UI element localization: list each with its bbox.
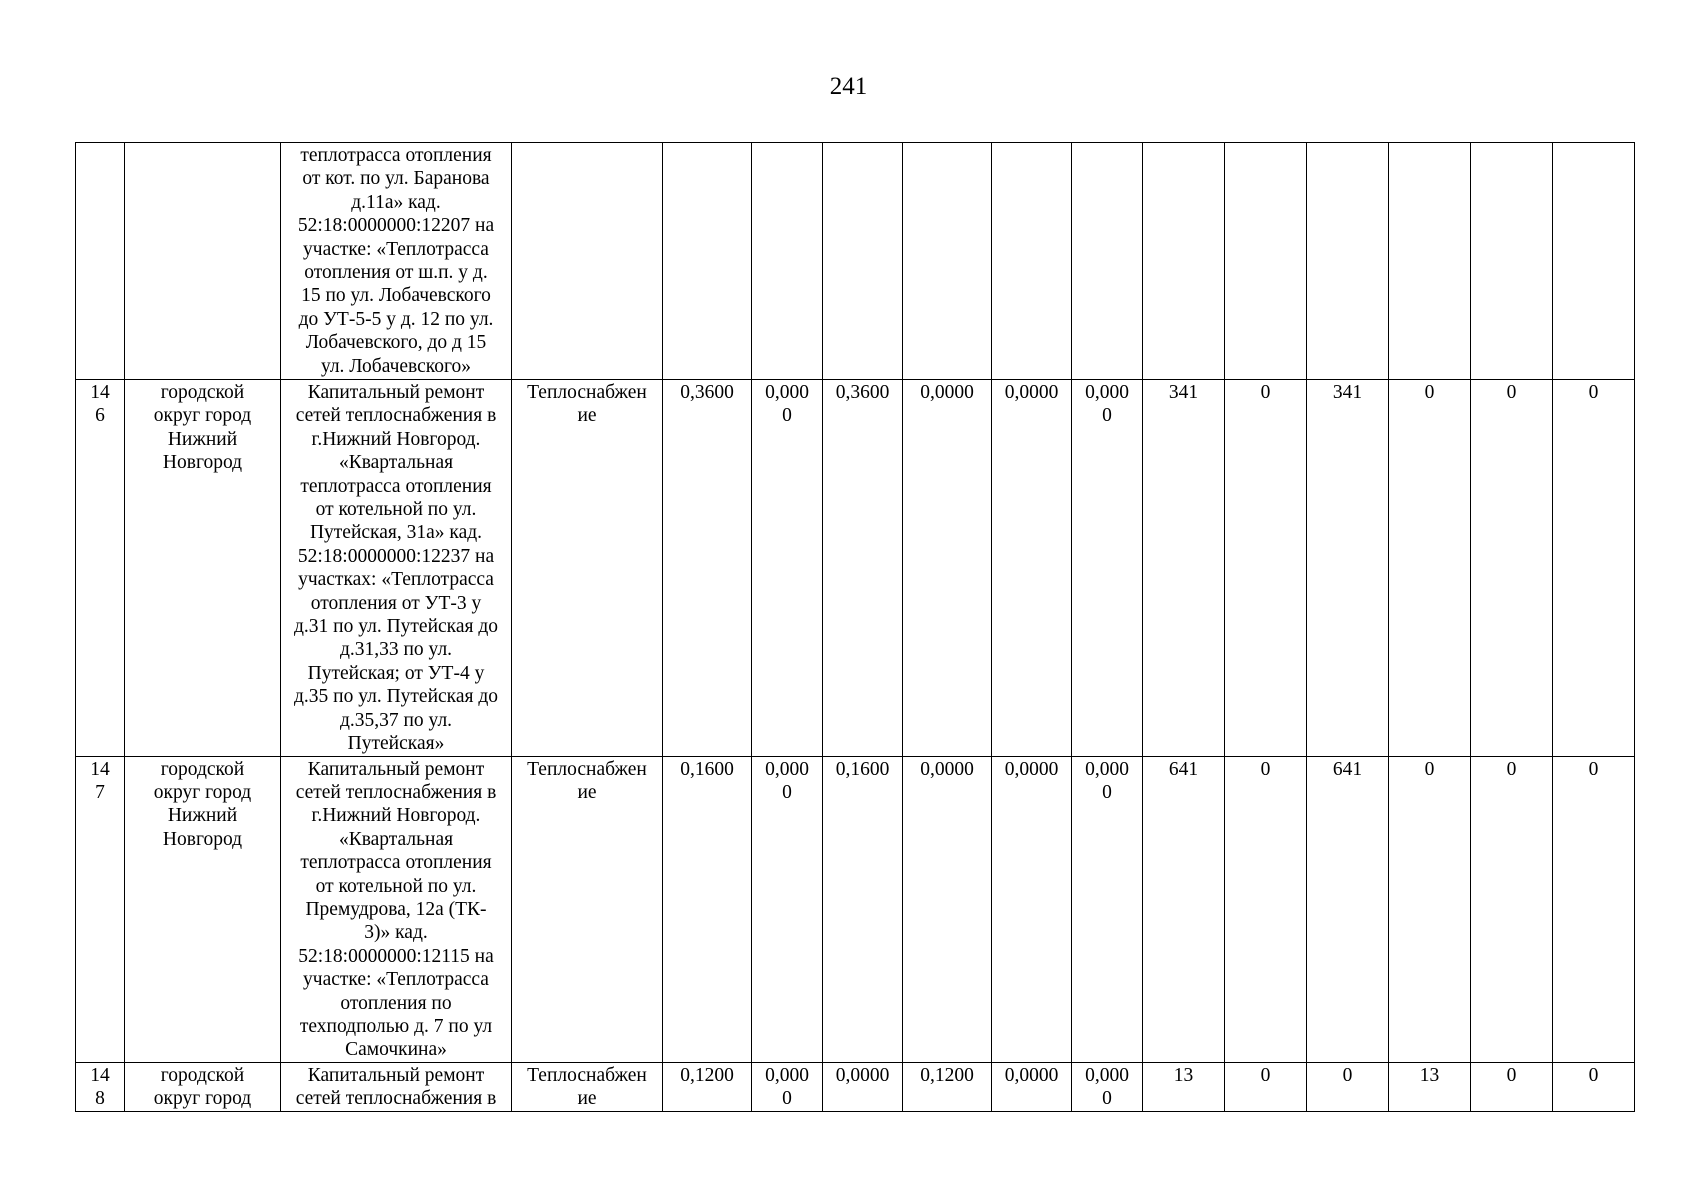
value-cell-text: 0,1200 [920, 1064, 974, 1086]
value-cell-text: 641 [1168, 758, 1199, 780]
value-cell [752, 1062, 823, 1111]
value-cell [1307, 756, 1389, 1062]
value-cell [1389, 143, 1471, 380]
value-cell [992, 143, 1072, 380]
value-cell-text: 0 [1260, 758, 1271, 780]
row-number-cell [76, 1062, 125, 1111]
value-cell-text: 0 [1424, 382, 1435, 403]
value-cell-text: 0 [1506, 758, 1517, 780]
value-cell [1225, 756, 1307, 1062]
row-number-cell [76, 756, 125, 1062]
value-cell [1072, 756, 1143, 1062]
value-cell [1225, 380, 1307, 757]
value-cell [663, 380, 752, 757]
municipality-cell [125, 143, 281, 380]
value-cell [1471, 1062, 1553, 1111]
value-cell-text: 13 [1419, 1064, 1440, 1086]
value-cell [992, 756, 1072, 1062]
value-cell [1143, 380, 1225, 757]
value-cell-text: 0,0000 [920, 758, 974, 780]
category-cell-text: Теплоснабжен ие [527, 1064, 647, 1110]
municipality-cell-text: городской округ город Нижний Новгород [153, 382, 252, 474]
value-cell-text: 0,0000 [920, 382, 974, 403]
value-cell [1389, 1062, 1471, 1111]
table-row [76, 380, 1635, 757]
value-cell-text: 0 [1588, 1064, 1599, 1086]
value-cell [1553, 1062, 1635, 1111]
value-cell [752, 380, 823, 757]
value-cell-text: 0,0000 [835, 1064, 890, 1086]
table-row [76, 1062, 1635, 1111]
value-cell-text: 13 [1173, 1064, 1194, 1086]
value-cell-text: 0 [1506, 1064, 1517, 1086]
value-cell-text: 0,1600 [680, 758, 734, 780]
table-row [76, 143, 1635, 380]
value-cell [903, 380, 992, 757]
value-cell [1307, 380, 1389, 757]
data-table [75, 142, 1635, 1112]
value-cell [1471, 756, 1553, 1062]
value-cell [1389, 380, 1471, 757]
value-cell [1225, 1062, 1307, 1111]
value-cell [663, 143, 752, 380]
description-cell-text: Капитальный ремонт сетей теплоснабжения в г.Нижний Новгород. «Квартальная теплотрасса отопления от котельной по ул. Премудрова, 12а (ТК- 3)» кад. 52:18:0000000:12115 на участке: «Теплотрасса отопления по техподполью д. 7 по ул Самочкина» [295, 758, 497, 1061]
value-cell-text: 0,000 0 [1085, 1064, 1129, 1110]
value-cell [752, 756, 823, 1062]
value-cell-text: 0,000 0 [765, 758, 809, 803]
value-cell-text: 0,000 0 [1085, 758, 1129, 803]
value-cell-text: 0 [1506, 382, 1517, 403]
value-cell [1553, 756, 1635, 1062]
value-cell-text: 0 [1424, 758, 1435, 780]
value-cell [992, 1062, 1072, 1111]
description-cell-text: Капитальный ремонт сетей теплоснабжения в [295, 1064, 497, 1110]
category-cell [512, 1062, 663, 1111]
row-number-cell [76, 143, 125, 380]
value-cell-text: 0 [1260, 382, 1271, 403]
row-number-cell-text: 14 8 [90, 1064, 110, 1110]
value-cell-text: 0,1200 [680, 1064, 734, 1086]
value-cell-text: 641 [1332, 758, 1363, 780]
value-cell [823, 1062, 903, 1111]
category-cell-text: Теплоснабжен ие [527, 758, 647, 803]
value-cell-text: 0,3600 [835, 382, 890, 403]
municipality-cell-text: городской округ город Нижний Новгород [153, 758, 252, 850]
row-number-cell-text: 14 7 [90, 758, 110, 803]
value-cell-text: 0,1600 [835, 758, 890, 780]
value-cell [903, 1062, 992, 1111]
value-cell [1307, 1062, 1389, 1111]
value-cell [1143, 1062, 1225, 1111]
description-cell [281, 1062, 512, 1111]
category-cell [512, 756, 663, 1062]
value-cell [1307, 143, 1389, 380]
value-cell-text: 0,3600 [680, 382, 734, 403]
value-cell [992, 380, 1072, 757]
value-cell [823, 143, 903, 380]
value-cell [1072, 380, 1143, 757]
value-cell [1471, 143, 1553, 380]
value-cell [1471, 380, 1553, 757]
value-cell [823, 380, 903, 757]
value-cell-text: 0,0000 [1004, 382, 1059, 403]
value-cell [1143, 756, 1225, 1062]
value-cell-text: 0 [1588, 758, 1599, 780]
value-cell-text: 0 [1342, 1064, 1353, 1086]
value-cell [1553, 380, 1635, 757]
value-cell [903, 143, 992, 380]
category-cell [512, 380, 663, 757]
row-number-cell [76, 380, 125, 757]
description-cell [281, 380, 512, 757]
value-cell-text: 0,000 0 [765, 1064, 809, 1110]
category-cell [512, 143, 663, 380]
value-cell-text: 0,0000 [1004, 1064, 1059, 1086]
value-cell [663, 756, 752, 1062]
row-number-cell-text: 14 6 [90, 382, 110, 427]
value-cell [1225, 143, 1307, 380]
municipality-cell [125, 380, 281, 757]
value-cell [1072, 1062, 1143, 1111]
value-cell [903, 756, 992, 1062]
category-cell-text: Теплоснабжен ие [527, 382, 647, 427]
municipality-cell [125, 1062, 281, 1111]
value-cell [752, 143, 823, 380]
table-row [76, 756, 1635, 1062]
value-cell [663, 1062, 752, 1111]
value-cell [1553, 143, 1635, 380]
municipality-cell-text: городской округ город [153, 1064, 252, 1110]
value-cell-text: 0,0000 [1004, 758, 1059, 780]
value-cell-text: 0 [1260, 1064, 1271, 1086]
value-cell-text: 341 [1332, 382, 1363, 403]
description-cell-text: теплотрасса отопления от кот. по ул. Баранова д.11а» кад. 52:18:0000000:12207 на участке: «Теплотрасса отопления от ш.п. у д. 15 по ул. Лобачевского до УТ-5-5 у д. 12 по ул. Лобачевского, до д 15 ул. Лобачевского» [297, 145, 495, 377]
value-cell [1072, 143, 1143, 380]
value-cell [1389, 756, 1471, 1062]
value-cell-text: 341 [1168, 382, 1199, 403]
value-cell-text: 0 [1588, 382, 1599, 403]
description-cell [281, 756, 512, 1062]
description-cell [281, 143, 512, 380]
municipality-cell [125, 756, 281, 1062]
value-cell-text: 0,000 0 [1085, 382, 1129, 427]
value-cell-text: 0,000 0 [765, 382, 809, 427]
description-cell-text: Капитальный ремонт сетей теплоснабжения в г.Нижний Новгород. «Квартальная теплотрасса отопления от котельной по ул. Путейская, 31а» кад. 52:18:0000000:12237 на участках: «Теплотрасса отопления от УТ-3 у д.31 по ул. Путейская до д.31,33 по ул. Путейская; от УТ-4 у д.35 по ул. Путейская до д.35,37 по ул. Путейская» [293, 382, 499, 755]
value-cell [823, 756, 903, 1062]
value-cell [1143, 143, 1225, 380]
table-body [76, 143, 1635, 1112]
page-number: 241 [829, 73, 868, 100]
